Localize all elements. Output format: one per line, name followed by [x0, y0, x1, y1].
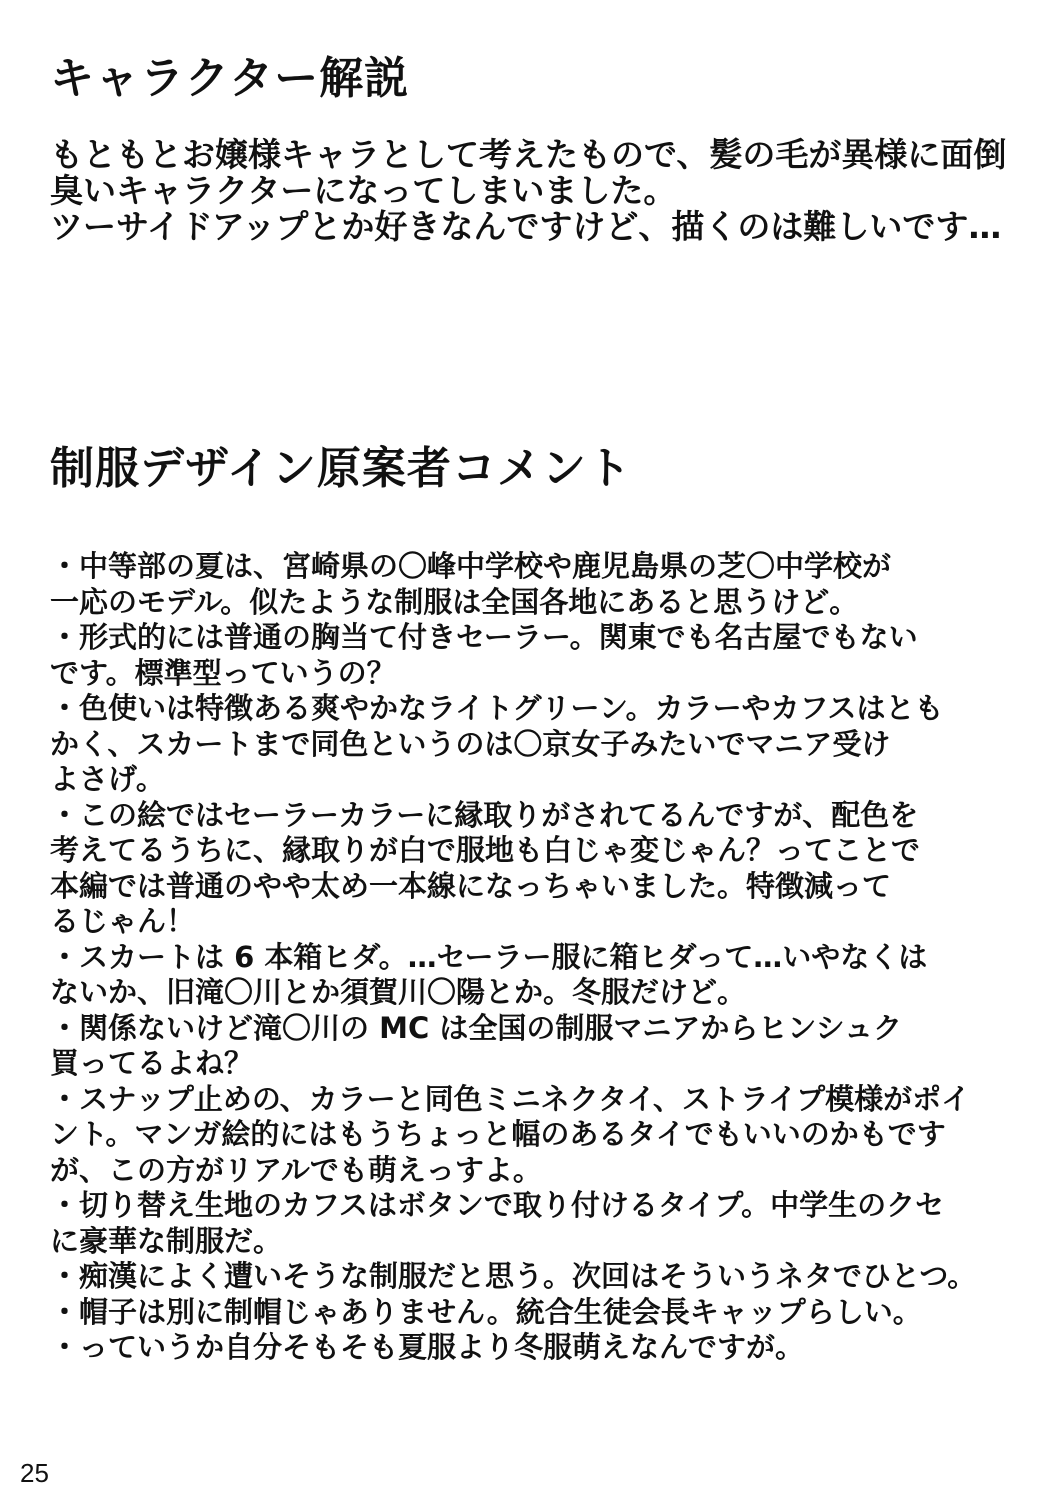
heading-character-commentary: キャラクター解説	[50, 53, 410, 104]
text-line: 買ってるよね？	[50, 1046, 254, 1080]
text-line: よさげ。	[50, 762, 165, 796]
text-line: ないか、旧滝〇川とか須賀川〇陽とか。冬服だけど。	[50, 975, 747, 1009]
text-line: ・スナップ止めの、カラーと同色ミニネクタイ、ストライプ模様がポイ	[50, 1081, 971, 1116]
text-line: ・中等部の夏は、宮崎県の〇峰中学校や鹿児島県の芝〇中学校が	[50, 549, 892, 583]
heading-uniform-designer-comment: 制服デザイン原案者コメント	[50, 443, 632, 494]
text-line: ント。マンガ絵的にはもうちょっと幅のあるタイでもいいのかもです	[50, 1117, 946, 1151]
text-line: ・形式的には普通の胸当て付きセーラー。関東でも名古屋でもない	[50, 620, 918, 654]
text-line: ・この絵ではセーラーカラーに縁取りがされてるんですが、配色を	[50, 797, 919, 832]
text-line: です。標準型っていうの？	[50, 655, 396, 690]
text-line: かく、スカートまで同色というのは〇京女子みたいでマニア受け	[50, 726, 891, 761]
text-line: に豪華な制服だ。	[50, 1223, 283, 1258]
text-line: が、この方がリアルでも萌えっすよ。	[50, 1152, 542, 1187]
text-line: ・色使いは特徴ある爽やかなライトグリーン。カラーやカフスはとも	[50, 691, 944, 725]
text-line: ・っていうか自分そもそも夏服より冬服萌えなんですが。	[50, 1330, 805, 1364]
text-line: ・関係ないけど滝〇川の MC は全国の制服マニアからヒンシュク	[50, 1010, 903, 1045]
page-number: 25	[20, 1458, 49, 1488]
text-line: 一応のモデル。似たような制服は全国各地にあると思うけど。	[50, 584, 859, 619]
text-line: ・帽子は別に制帽じゃありません。統合生徒会長キャップらしい。	[50, 1294, 922, 1329]
text-line: ・スカートは 6 本箱ヒダ。…セーラー服に箱ヒダって…いやなくは	[50, 939, 928, 974]
text-line: 本編では普通のやや太め一本線になっちゃいました。特徴減って	[50, 868, 892, 903]
text-line: ・切り替え生地のカフスはボタンで取り付けるタイプ。中学生のクセ	[50, 1188, 945, 1222]
uniform-designer-comment-text	[50, 549, 976, 1366]
text-line: るじゃん！	[50, 904, 196, 938]
text-line: ・痴漢によく遭いそうな制服だと思う。次回はそういうネタでひとつ。	[50, 1259, 977, 1293]
text-line: 考えてるうちに、縁取りが白で服地も白じゃ変じゃん？ってことで	[50, 833, 921, 867]
text-line: 臭いキャラクターになってしまいました。	[50, 171, 677, 210]
text-line: ツーサイドアップとか好きなんですけど、描くのは難しいです…	[50, 207, 1002, 246]
character-commentary-text	[50, 137, 1006, 245]
text-line: もともとお嬢様キャラとして考えたもので、髪の毛が異様に面倒	[50, 135, 1007, 174]
